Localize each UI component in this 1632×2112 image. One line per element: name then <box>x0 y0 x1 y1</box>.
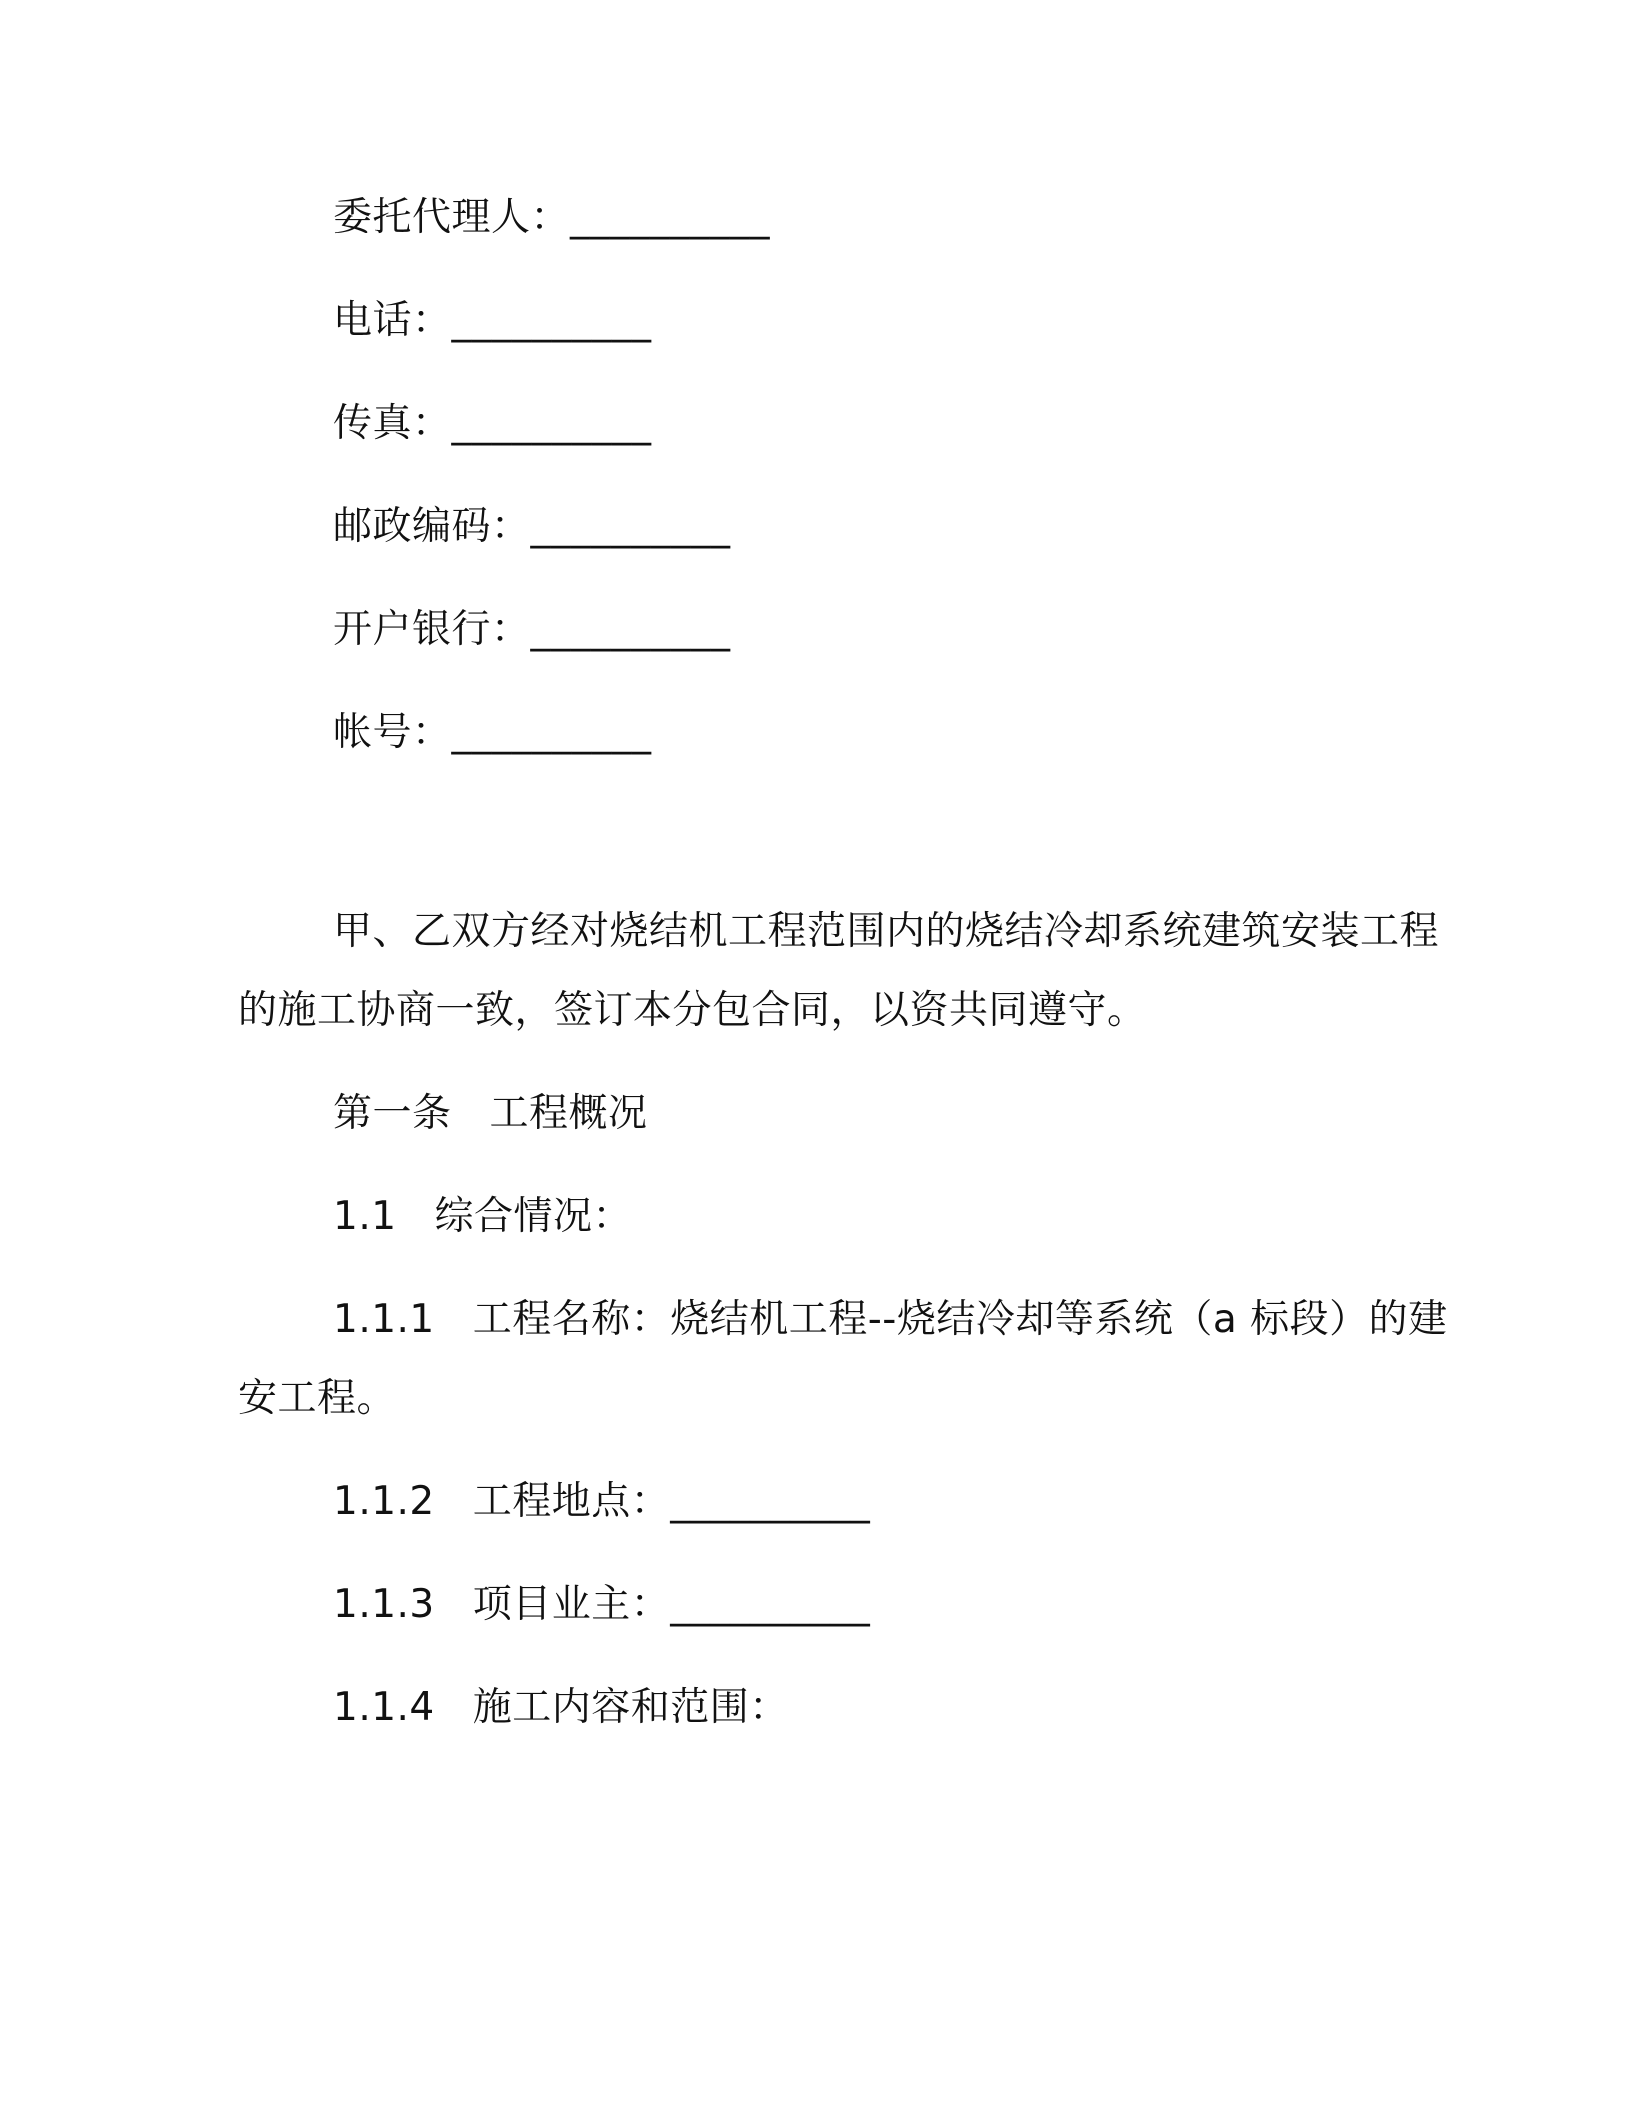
item-1-1-3 <box>333 1579 870 1631</box>
fax-field <box>333 398 652 450</box>
fax-label: 传真： <box>333 401 452 446</box>
item-1-1-1-line2: 安工程。 <box>238 1376 397 1421</box>
article-title: 工程概况 <box>489 1091 648 1136</box>
agent-label: 委托代理人： <box>333 195 571 240</box>
section-title: 综合情况： <box>434 1194 633 1239</box>
postcode-label: 邮政编码： <box>333 504 531 549</box>
phone-field <box>333 295 652 347</box>
account-label: 帐号： <box>333 710 452 755</box>
project-location-blank: __________ <box>670 1479 871 1524</box>
phone-label: 电话： <box>333 298 452 343</box>
project-name-text: 工程名称：烧结机工程--烧结冷却等系统（a 标段）的建 <box>472 1297 1448 1342</box>
section-1-1 <box>333 1191 632 1243</box>
fax-blank: __________ <box>451 401 652 446</box>
intro-paragraph-line2: 的施工协商一致，签订本分包合同，以资共同遵守。 <box>238 988 1147 1033</box>
item-number: 1.1.4 <box>333 1685 435 1730</box>
article-1-heading <box>333 1088 648 1140</box>
scope-label: 施工内容和范围： <box>472 1685 789 1730</box>
phone-blank: __________ <box>451 298 652 343</box>
project-owner-label: 项目业主： <box>472 1582 671 1627</box>
agent-blank: __________ <box>570 195 771 240</box>
project-location-label: 工程地点： <box>472 1479 671 1524</box>
bank-field <box>333 604 731 656</box>
item-number: 1.1.2 <box>333 1479 435 1524</box>
agent-field <box>333 192 770 244</box>
article-number: 第一条 <box>333 1091 452 1136</box>
item-1-1-1-line1 <box>333 1294 1448 1346</box>
item-number: 1.1.1 <box>333 1297 435 1342</box>
project-owner-blank: __________ <box>670 1582 871 1627</box>
account-field <box>333 707 652 759</box>
postcode-blank: __________ <box>530 504 731 549</box>
bank-blank: __________ <box>530 607 731 652</box>
bank-label: 开户银行： <box>333 607 531 652</box>
postcode-field <box>333 501 731 553</box>
intro-paragraph-line1: 甲、乙双方经对烧结机工程范围内的烧结冷却系统建筑安装工程 <box>333 909 1440 954</box>
account-blank: __________ <box>451 710 652 755</box>
item-1-1-2 <box>333 1476 870 1528</box>
item-number: 1.1.3 <box>333 1582 435 1627</box>
section-number: 1.1 <box>333 1194 397 1239</box>
item-1-1-4 <box>333 1682 789 1734</box>
